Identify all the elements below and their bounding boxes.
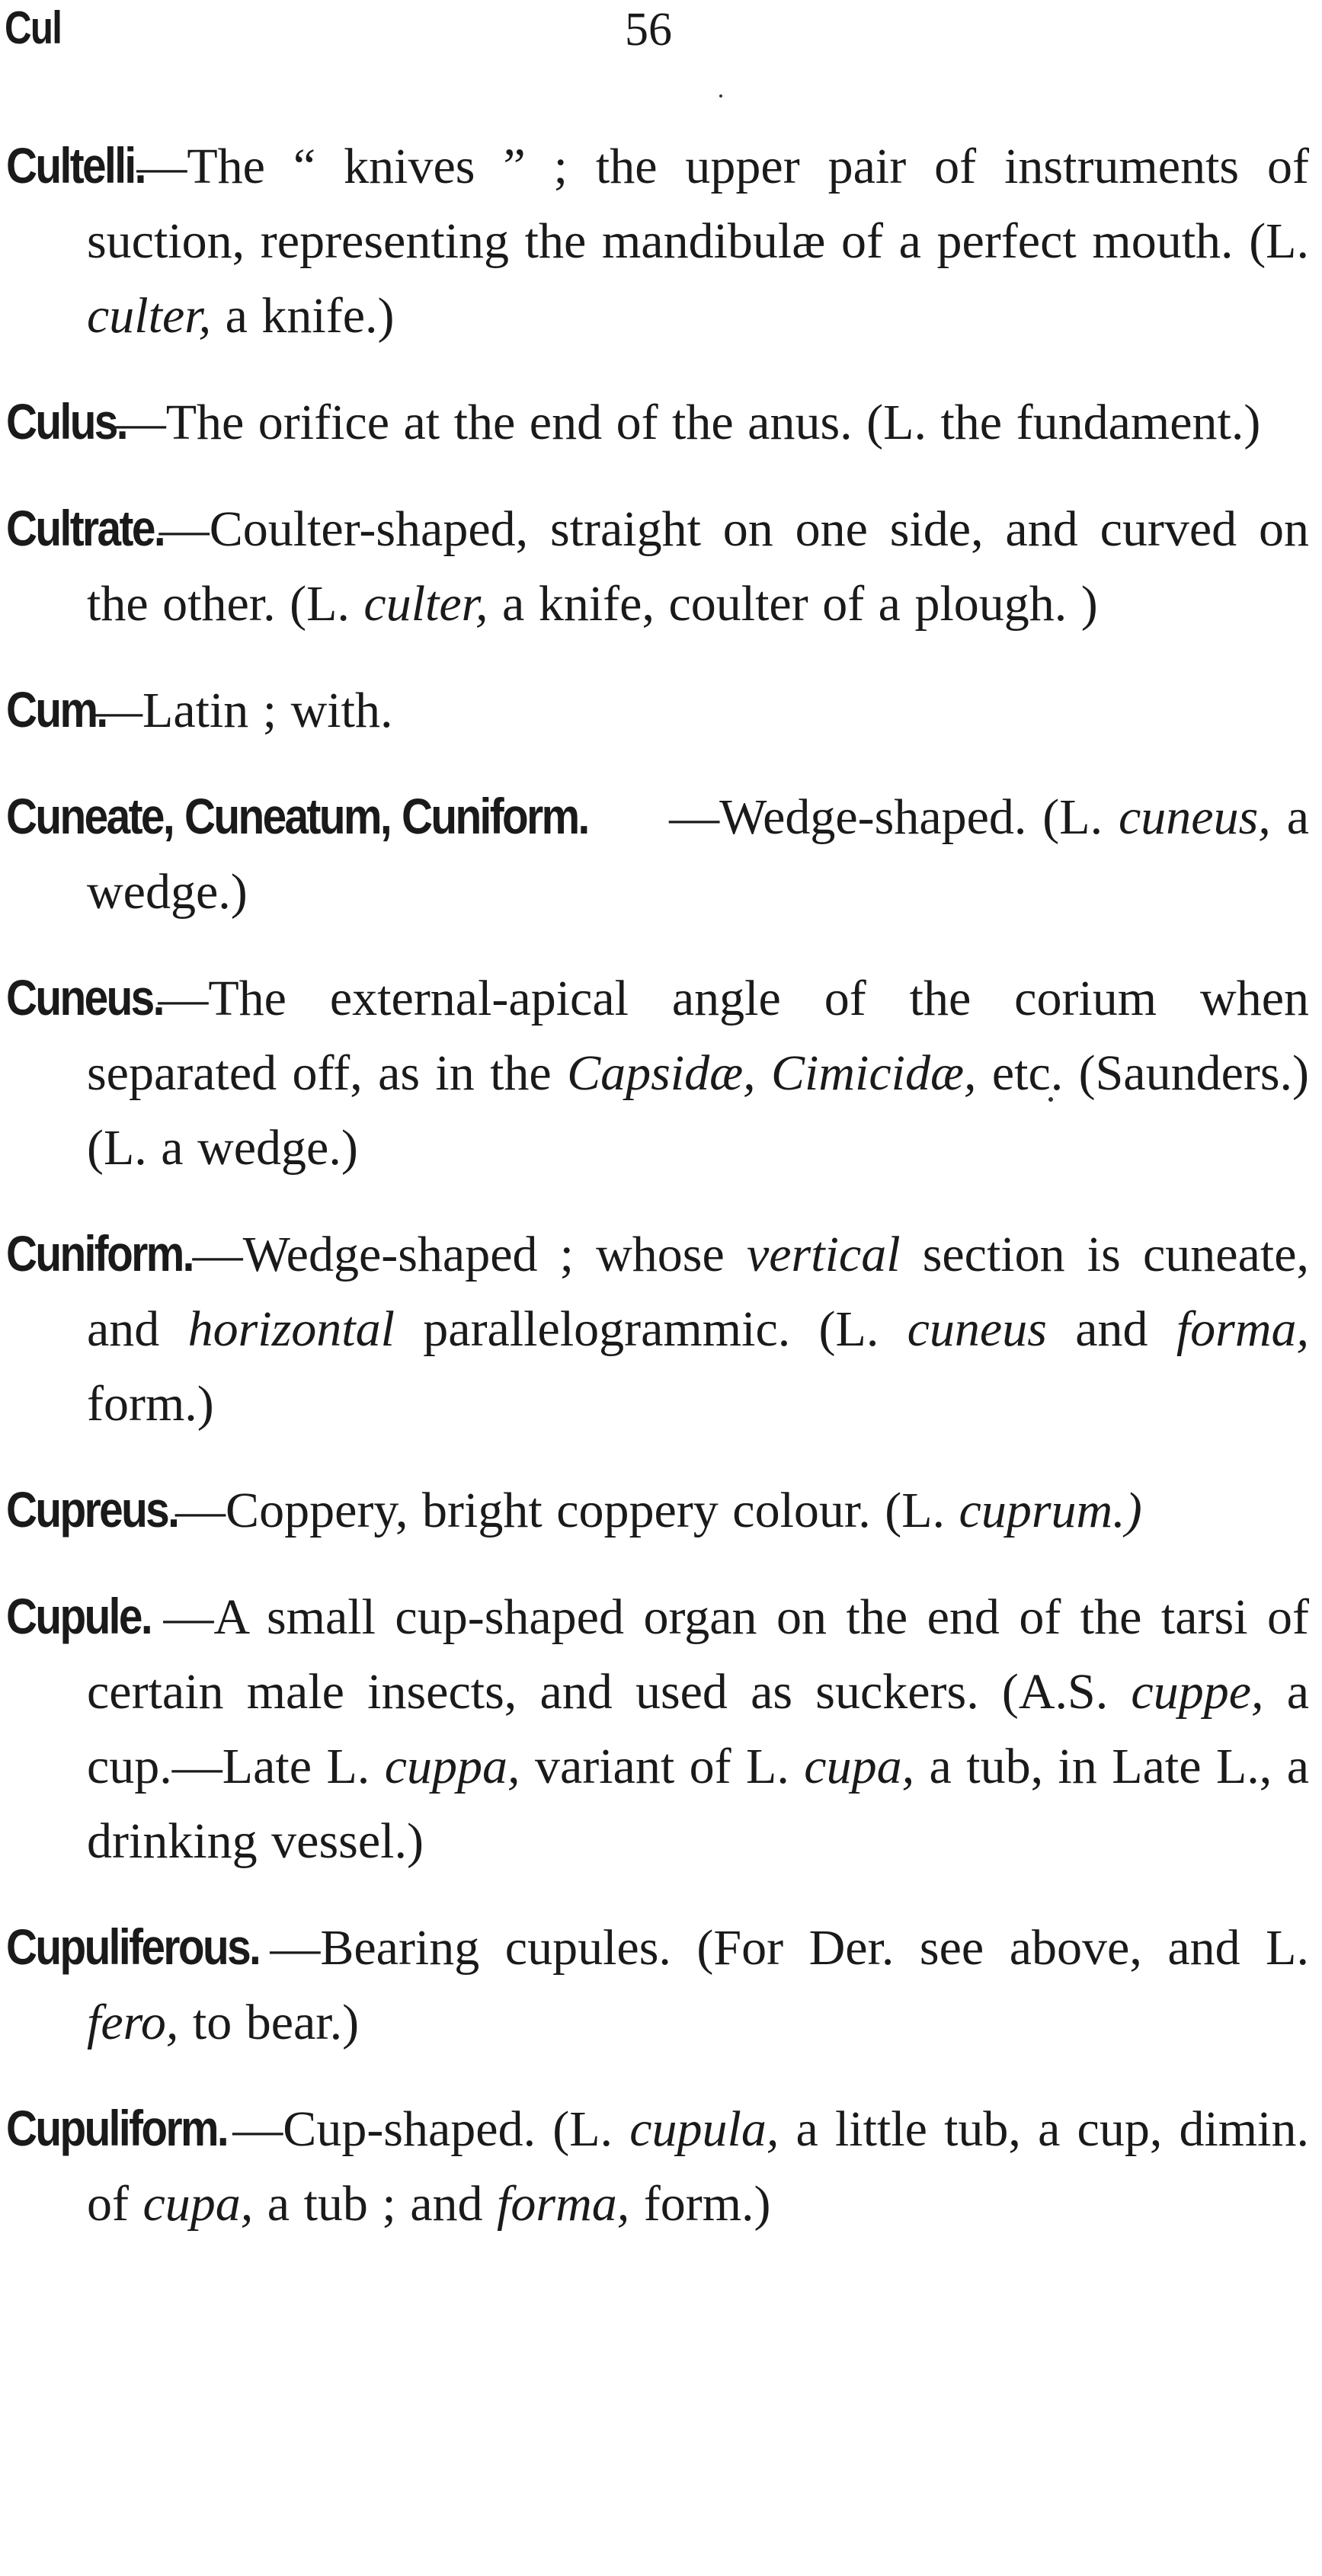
dictionary-entry xyxy=(6,672,1309,748)
definition-text: a tub, in Late L., a drinking vessel.) xyxy=(87,1739,1309,1869)
italic-term: forma, xyxy=(1176,1301,1309,1357)
definition-text: to bear.) xyxy=(178,1995,360,2050)
italic-term: cuneus xyxy=(907,1301,1047,1357)
definition-text: —The orifice at the end of the anus. (L. the fundament.) xyxy=(115,395,1261,450)
entry-term: Cupuliform. xyxy=(6,2100,228,2156)
entry-definition xyxy=(87,139,1309,344)
definition-text: —Latin ; with. xyxy=(92,683,393,738)
italic-term: Capsidæ, Cimicidæ, xyxy=(567,1045,977,1101)
definition-text: —Coulter-shaped, straight on one side, and curved on the other. (L. xyxy=(87,501,1309,632)
definition-text: a knife.) xyxy=(211,288,395,344)
definition-text: a knife, coulter of a plough. ) xyxy=(488,576,1098,632)
definition-text: —Coppery, bright coppery colour. (L. xyxy=(175,1483,959,1538)
dictionary-entry xyxy=(6,2091,1309,2242)
definition-text: —Cup-shaped. (L. xyxy=(232,2101,630,2157)
definition-text: a tub ; and xyxy=(253,2176,498,2232)
definition-text: a cup.—Late L. xyxy=(87,1664,1309,1794)
italic-term: cuprum.) xyxy=(959,1483,1142,1538)
definition-text: —Wedge-shaped ; whose xyxy=(192,1227,747,1282)
entry-list xyxy=(6,128,1309,2272)
italic-term: cupa, xyxy=(804,1739,915,1794)
dictionary-entry xyxy=(6,384,1309,460)
entry-definition xyxy=(175,1483,1142,1538)
definition-text: form.) xyxy=(629,2176,771,2232)
entry-definition xyxy=(92,683,392,738)
entry-term: Cum. xyxy=(6,681,107,738)
entry-term: Cuneus. xyxy=(6,969,163,1026)
italic-term: culter, xyxy=(87,288,212,344)
italic-term: cupula, xyxy=(629,2101,779,2157)
definition-text: —Wedge-shaped. (L. xyxy=(669,789,1119,845)
definition-text: a wedge.) xyxy=(87,789,1309,920)
definition-text: variant of L. xyxy=(520,1739,805,1794)
italic-term: cuppa, xyxy=(384,1739,520,1794)
entry-definition xyxy=(87,971,1309,1176)
definition-text: —A small cup-shaped organ on the end of the tarsi of certain male insects, and used as suckers. (A.S. xyxy=(87,1589,1309,1720)
definition-text: —Bearing cupules. (For Der. see above, and L. xyxy=(270,1920,1309,1976)
italic-term: cuppe, xyxy=(1131,1664,1264,1720)
entry-term: Culus. xyxy=(6,393,126,450)
italic-term: cuneus, xyxy=(1119,789,1271,845)
entry-term: Cupule. xyxy=(6,1588,152,1644)
definition-text: a little tub, a cup, dimin. of xyxy=(87,2101,1309,2232)
entry-definition xyxy=(87,501,1309,632)
entry-definition xyxy=(87,1589,1309,1869)
dictionary-entry xyxy=(6,491,1309,642)
definition-text: and xyxy=(1046,1301,1176,1357)
definition-text: —The external-apical angle of the corium when separated off, as in the xyxy=(87,971,1309,1101)
guide-word: Cul xyxy=(5,2,62,53)
entry-term: Cuniform. xyxy=(6,1225,193,1282)
definition-text: form.) xyxy=(87,1376,214,1432)
entry-term: Cupreus. xyxy=(6,1481,178,1538)
definition-text: parallelogrammic. (L. xyxy=(394,1301,907,1357)
entry-definition xyxy=(116,395,1261,450)
italic-term: culter, xyxy=(363,576,488,632)
definition-text: section is cuneate, and xyxy=(87,1227,1309,1357)
running-head xyxy=(0,0,1322,69)
italic-term: horizontal xyxy=(187,1301,395,1357)
entry-definition xyxy=(87,2101,1309,2232)
entry-definition xyxy=(87,1227,1309,1432)
dictionary-entry xyxy=(6,960,1309,1186)
dictionary-entry xyxy=(6,128,1309,354)
dictionary-entry xyxy=(6,1472,1309,1548)
dictionary-entry xyxy=(6,1579,1309,1879)
entry-term: Cultelli. xyxy=(6,137,145,194)
definition-text: —The “ knives ” ; the upper pair of instruments of suction, representing the mandibulæ of a perfect mouth. (L. xyxy=(87,139,1309,269)
italic-term: fero, xyxy=(87,1995,179,2050)
dictionary-entry xyxy=(6,779,1309,930)
italic-term: forma, xyxy=(497,2176,630,2232)
italic-term: vertical xyxy=(746,1227,901,1282)
definition-text: etc. (Saunders.) (L. a wedge.) xyxy=(87,1045,1310,1176)
entry-term: Cuneate, Cuneatum, Cuniform. xyxy=(6,788,588,844)
italic-term: cupa, xyxy=(142,2176,254,2232)
entry-term: Cupuliferous. xyxy=(6,1918,260,1975)
print-speck xyxy=(719,94,722,98)
dictionary-entry xyxy=(6,1909,1309,2060)
page-number: 56 xyxy=(625,4,672,56)
dictionary-entry xyxy=(6,1216,1309,1442)
entry-term: Cultrate. xyxy=(6,500,165,556)
entry-definition xyxy=(87,1920,1309,2050)
